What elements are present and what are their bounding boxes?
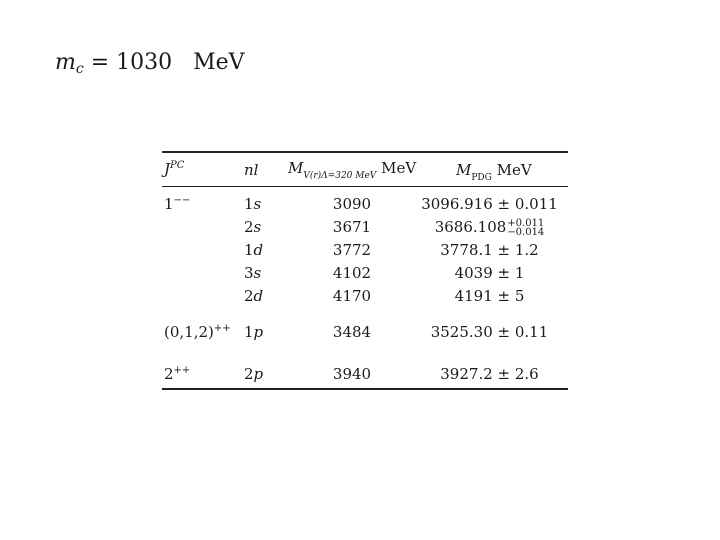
cell-nl: 2d	[244, 287, 264, 305]
cell-model-mass: 4170	[332, 287, 372, 305]
cell-jpc: 1−−	[164, 195, 191, 213]
cell-pdg-mass: 3525.30 ± 0.11	[430, 323, 549, 341]
cell-jpc: 2++	[164, 365, 191, 383]
cell-model-mass: 3772	[332, 241, 372, 259]
cell-pdg-mass: 3778.1 ± 1.2	[440, 241, 539, 259]
cell-model-mass: 3484	[332, 323, 372, 341]
cell-nl: 1d	[244, 241, 264, 259]
cell-nl: 2s	[244, 218, 262, 236]
cell-nl: 2p	[244, 365, 264, 383]
header-nl: nl	[244, 161, 259, 179]
cell-nl: 1p	[244, 323, 264, 341]
mass-heading	[55, 50, 245, 77]
table-row	[162, 241, 568, 261]
header-pdg-mass: $M_{PDG}$ MeV	[456, 161, 532, 183]
cell-nl: 1s	[244, 195, 262, 213]
cell-model-mass: 3940	[332, 365, 372, 383]
header-model-mass: $M_{V(r)\Lambda=320 MeV}$ MeV	[288, 159, 417, 181]
mass-subscript: c	[75, 61, 84, 77]
cell-pdg-mass: 3686.108+0.011 −0.014	[434, 218, 545, 238]
mass-value: = 1030	[90, 50, 173, 75]
cell-model-mass: 3671	[332, 218, 372, 236]
table-row	[162, 264, 568, 284]
table-row	[162, 218, 568, 238]
table-header	[162, 153, 568, 186]
table-row	[162, 287, 568, 307]
cell-model-mass: 3090	[332, 195, 372, 213]
cell-jpc: (0,1,2)++	[164, 323, 231, 341]
cell-pdg-mass: 3927.2 ± 2.6	[440, 365, 539, 383]
cell-pdg-mass: 4039 ± 1	[454, 264, 525, 282]
charmonium-table	[162, 151, 568, 390]
cell-pdg-mass: 3096.916 ± 0.011	[421, 195, 558, 213]
cell-model-mass: 4102	[332, 264, 372, 282]
table-row	[162, 365, 568, 385]
table-bottom-rule	[162, 388, 568, 390]
cell-pdg-mass: 4191 ± 5	[454, 287, 525, 305]
table-row	[162, 195, 568, 215]
mass-unit: MeV	[193, 50, 245, 75]
mass-symbol: m	[55, 50, 76, 75]
table-body	[162, 187, 568, 388]
cell-nl: 3s	[244, 264, 262, 282]
header-jpc: $J^{PC}$	[164, 160, 185, 178]
table-row	[162, 323, 568, 343]
